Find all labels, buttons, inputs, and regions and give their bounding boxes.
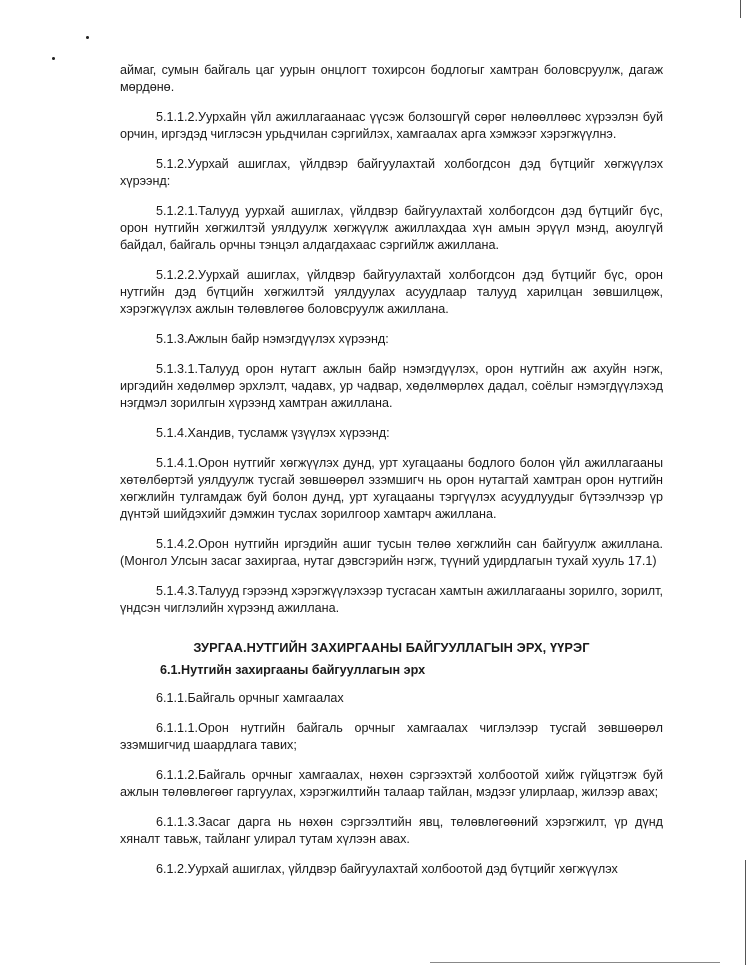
scan-edge-line [430, 962, 720, 963]
paragraph: аймаг, сумын байгаль цаг уурын онцлогт тохирсон бодлогыг хамтран боловсруулж, дагаж мөрдөнө. [120, 63, 663, 94]
document-body [120, 62, 663, 891]
paragraph: 6.1.1.Байгаль орчныг хамгаалах [156, 691, 344, 705]
paragraph: 6.1.1.3.Засаг дарга нь нөхөн сэргээлтийн явц, төлөвлөгөөний хэрэгжилт, үр дүнд хяналт тавьж, тайланг улирал тутам хүлээн авах. [120, 815, 663, 846]
paragraph-group-chapter-6 [120, 690, 663, 878]
section-heading: 6.1.Нутгийн захиргааны байгууллагын эрх [160, 663, 426, 677]
paragraph: 5.1.3.1.Талууд орон нутагт ажлын байр нэмэгдүүлэх, орон нутгийн аж ахуйн нэгж, иргэдийн хөдөлмөр эрхлэлт, чадавх, ур чадвар, хөдөлмөрлөх дадал, соёлыг нэмэгдүүлэхэд нэгдмэл зорилгын хүрээнд хамтран ажиллана. [120, 362, 663, 410]
paragraph: 5.1.2.2.Уурхай ашиглах, үйлдвэр байгуулахтай холбогдсон дэд бүтцийг бүс, орон нутгийн дэд бүтцийн хөгжилтэй уялдуулах асуудлаар талууд харилцан зөвшилцөж, хэрэгжүүлэх ажлын төлөвлөгөө боловсруулж ажиллана. [120, 268, 663, 316]
scan-speck [86, 36, 89, 39]
paragraph: 5.1.2.Уурхай ашиглах, үйлдвэр байгуулахтай холбогдсон дэд бүтцийг хөгжүүлэх хүрээнд: [120, 157, 663, 188]
paragraph: 5.1.4.1.Орон нутгийг хөгжүүлэх дунд, урт хугацааны бодлого болон үйл ажиллагааны хөтөлбөртэй уялдуулж тусгай зөвшөөрөл эзэмшигч нь орон нутагтай хамтран орон нутгийн хөгжлийн тулгамдаж буй болон дунд, урт хугацааны тэргүүлэх асуудлуудыг бүтээлчээр үр дүнтэй шийдэхийг дэмжин туслах зорилгоор хамтарч ажиллана. [120, 456, 663, 521]
scan-speck [52, 57, 55, 60]
paragraph: 6.1.2.Уурхай ашиглах, үйлдвэр байгуулахтай холбоотой дэд бүтцийг хөгжүүлэх [156, 862, 618, 876]
paragraph: 5.1.4.Хандив, тусламж үзүүлэх хүрээнд: [156, 426, 390, 440]
paragraph: 5.1.3.Ажлын байр нэмэгдүүлэх хүрээнд: [156, 332, 389, 346]
scan-edge-line [740, 0, 741, 18]
scan-edge-line [745, 860, 746, 965]
paragraph: 6.1.1.2.Байгаль орчныг хамгаалах, нөхөн сэргээхтэй холбоотой хийж гүйцэтгэж буй ажлын төлөвлөгөөг гаргуулах, хэрэгжилтийн талаар тайлан, мэдээг улирлаар, жилээр авах; [120, 768, 663, 799]
paragraph-group-chapter-5 [120, 62, 663, 617]
chapter-heading: ЗУРГАА.НУТГИЙН ЗАХИРГААНЫ БАЙГУУЛЛАГЫН ЭРХ, ҮҮРЭГ [193, 640, 590, 655]
paragraph: 5.1.1.2.Уурхайн үйл ажиллагаанаас үүсэж болзошгүй сөрөг нөлөөллөөс хүрээлэн буй орчин, иргэдэд чиглэсэн урьдчилан сэргийлэх, хамгаалах арга хэмжээг хэрэгжүүлнэ. [120, 110, 663, 141]
paragraph: 6.1.1.1.Орон нутгийн байгаль орчныг хамгаалах чиглэлээр тусгай зөвшөөрөл эзэмшигчид шаардлага тавих; [120, 721, 663, 752]
paragraph: 5.1.4.3.Талууд гэрээнд хэрэгжүүлэхээр тусгасан хамтын ажиллагааны зорилго, зорилт, үндсэн чиглэлийн хүрээнд ажиллана. [120, 584, 664, 615]
paragraph: 5.1.4.2.Орон нутгийн иргэдийн ашиг тусын төлөө хөгжлийн сан байгуулж ажиллана. (Монгол Улсын засаг захиргаа, нутаг дэвсгэрийн нэгж, түүний удирдлагын тухай хууль 17.1) [120, 537, 663, 568]
paragraph: 5.1.2.1.Талууд уурхай ашиглах, үйлдвэр байгуулахтай холбогдсон дэд бүтцийг бүс, орон нутгийн хөгжилтэй уялдуулж хөгжүүлж ажиллахдаа хүн амын эрүүл мэнд, аюулгүй байдал, байгаль орчны тэнцэл алдагдахаас сэргийлж ажиллана. [120, 204, 663, 252]
